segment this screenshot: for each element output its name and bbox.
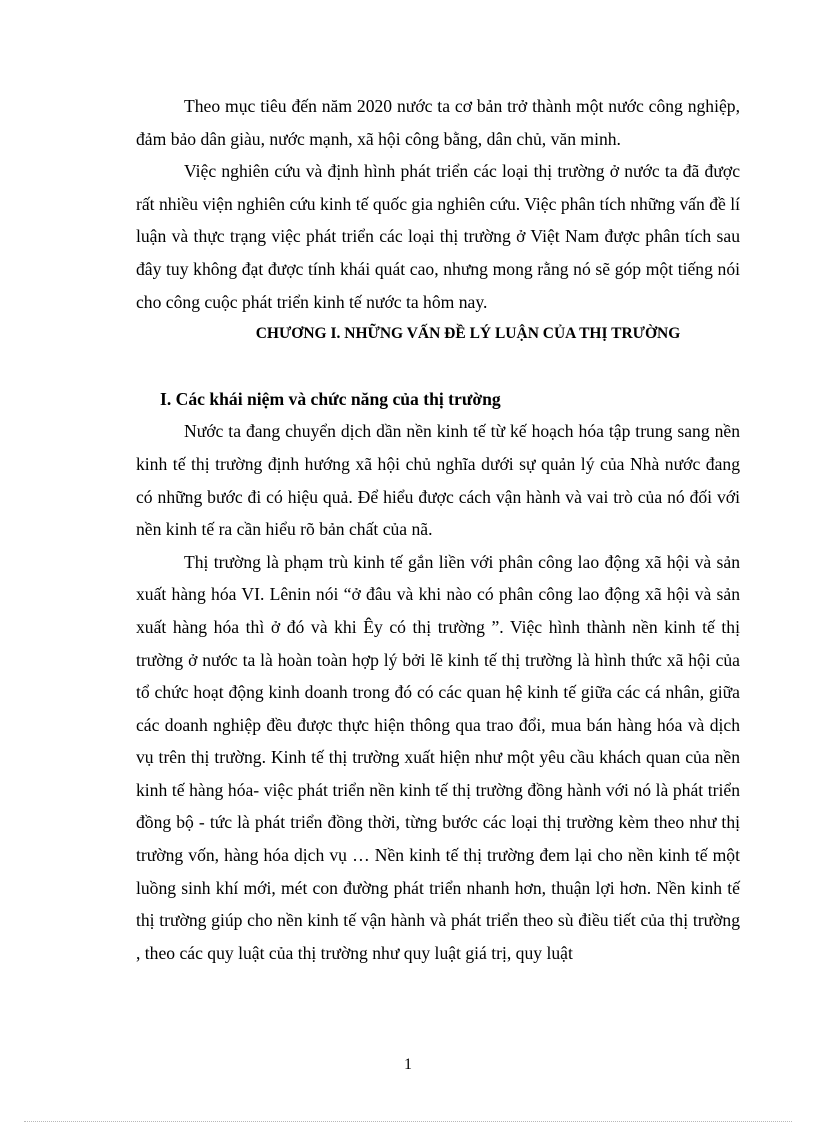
section-paragraph-2: Thị trường là phạm trù kinh tế gắn liền với phân công lao động xã hội và sản xuất hàng hóa VI. Lênin nói “ở đâu và khi nào có phân công lao động xã hội và sản xuất hàng hóa thì ở đó và khi Êy có thị trường ”. Việc hình thành nền kinh tế thị trường ở nước ta là hoàn toàn hợp lý bởi lẽ kinh tế thị trường là hình thức xã hội của tổ chức hoạt động kinh doanh trong đó có các quan hệ kinh tế giữa các cá nhân, giữa các doanh nghiệp đều được thực hiện thông qua trao đổi, mua bán hàng hóa và dịch vụ trên thị trường. Kinh tế thị trường xuất hiện như một yêu cầu khách quan của nền kinh tế hàng hóa- việc phát triển nền kinh tế thị trường đồng hành với nó là phát triển đồng bộ - tức là phát triển đồng thời, từng bước các loại thị trường kèm theo như thị trường vốn, hàng hóa dịch vụ … Nền kinh tế thị trường đem lại cho nền kinh tế một luồng sinh khí mới, mét con đường phát triển nhanh hơn, thuận lợi hơn. Nền kinh tế thị trường giúp cho nền kinh tế vận hành và phát triển theo sù điều tiết của thị trường , theo các quy luật của thị trường như quy luật giá trị, quy luật <box>136 551 740 963</box>
page-number: 1 <box>404 1056 412 1073</box>
section-title: I. Các khái niệm và chức năng của thị trường <box>160 388 501 409</box>
intro-paragraph-2: Việc nghiên cứu và định hình phát triển các loại thị trường ở nước ta đã được rất nhiều viện nghiên cứu kinh tế quốc gia nghiên cứu. Việc phân tích những vấn đề lí luận và thực trạng việc phát triển các loại thị trường ở Việt Nam được phân tích sau đây tuy không đạt được tính khái quát cao, nhưng mong rằng nó sẽ góp một tiếng nói cho công cuộc phát triển kinh tế nước ta hôm nay. <box>136 161 740 312</box>
chapter-title: CHƯƠNG I. NHỮNG VẤN ĐỀ LÝ LUẬN CỦA THỊ TRƯỜNG <box>255 325 681 343</box>
document-body <box>136 90 740 969</box>
spacer <box>136 351 740 383</box>
page-bottom-rule <box>24 1121 792 1122</box>
section-paragraph-1: Nước ta đang chuyển dịch dần nền kinh tế từ kế hoạch hóa tập trung sang nền kinh tế thị trường định hướng xã hội chủ nghĩa dưới sự quản lý của Nhà nước đang có những bước đi có hiệu quả. Để hiểu được cách vận hành và vai trò của nó đối với nền kinh tế ra cần hiểu rõ bản chất của nã. <box>136 421 740 540</box>
intro-paragraph-1: Theo mục tiêu đến năm 2020 nước ta cơ bản trở thành một nước công nghiệp, đảm bảo dân giàu, nước mạnh, xã hội công bằng, dân chủ, văn minh. <box>136 96 740 149</box>
